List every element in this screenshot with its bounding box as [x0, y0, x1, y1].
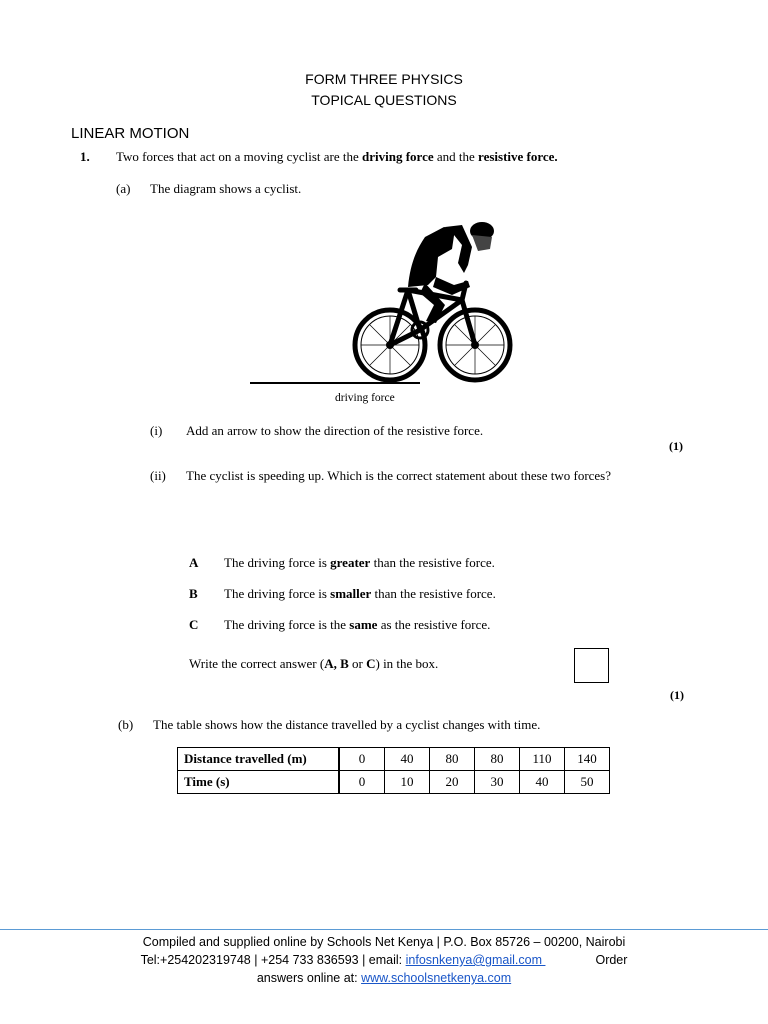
table-cell: 110	[520, 748, 565, 771]
footer-line1: Compiled and supplied online by Schools Net Kenya | P.O. Box 85726 – 00200, Nairobi	[142, 935, 626, 949]
question-number: 1.	[80, 149, 90, 164]
option-a-letter: A	[189, 555, 199, 570]
table-cell: 140	[565, 748, 610, 771]
sub-ii-label: (ii)	[150, 468, 166, 483]
footer-email-link[interactable]: infosnkenya@gmail.com	[405, 953, 546, 967]
option-c-text	[224, 617, 490, 633]
option-c-post: as the resistive force.	[377, 617, 491, 632]
option-b-letter: B	[189, 586, 198, 601]
footer-website-link[interactable]: www.schoolsnetkenya.com	[361, 971, 512, 985]
write-mid: or	[348, 656, 367, 671]
write-answer-instruction	[189, 656, 438, 672]
table-cell: 40	[520, 771, 565, 794]
table-cell: 10	[385, 771, 430, 794]
option-a-text	[224, 555, 495, 571]
part-a-text: The diagram shows a cyclist.	[150, 181, 302, 196]
option-a-post: than the resistive force.	[370, 555, 495, 570]
sub-ii-mark: (1)	[670, 688, 684, 702]
option-b-bold: smaller	[330, 586, 372, 601]
table-cell: 80	[430, 748, 475, 771]
option-a-bold: greater	[330, 555, 371, 570]
option-b-text	[224, 586, 496, 602]
table-cell: 30	[475, 771, 520, 794]
write-bold-c: C	[366, 656, 376, 671]
intro-text-a: Two forces that act on a moving cyclist are the	[116, 149, 363, 164]
driving-force-label: driving force	[335, 392, 395, 404]
sub-i-mark: (1)	[669, 439, 683, 453]
option-c-letter: C	[189, 617, 199, 632]
sub-ii-text: The cyclist is speeding up. Which is the correct statement about these two forces?	[186, 468, 612, 483]
intro-bold-driving: driving force	[362, 149, 434, 164]
footer-line2	[0, 953, 768, 967]
part-b-label: (b)	[118, 717, 134, 732]
part-b-text: The table shows how the distance travelled by a cyclist changes with time.	[153, 717, 541, 732]
footer-answers-text: answers online at:	[256, 971, 362, 985]
doc-title-line2: TOPICAL QUESTIONS	[311, 92, 457, 108]
doc-title-line1: FORM THREE PHYSICS	[305, 71, 463, 87]
table-row-time	[178, 771, 610, 794]
footer-divider	[0, 929, 768, 930]
option-b-post: than the resistive force.	[371, 586, 496, 601]
distance-time-table	[177, 747, 610, 794]
cyclist-diagram	[240, 205, 530, 395]
table-row-distance	[178, 748, 610, 771]
footer-order-text: Order	[595, 953, 628, 967]
answer-box[interactable]	[574, 648, 609, 683]
sub-i-text: Add an arrow to show the direction of the resistive force.	[186, 423, 484, 438]
driving-force-arrow	[250, 382, 420, 384]
footer-contact: Tel:+254202319748 | +254 733 836593 | email:	[140, 953, 406, 967]
table-cell: 40	[385, 748, 430, 771]
option-a-pre: The driving force is	[224, 555, 331, 570]
write-pre: Write the correct answer (	[189, 656, 325, 671]
table-cell: 0	[339, 748, 385, 771]
table-cell: 20	[430, 771, 475, 794]
table-cell: 50	[565, 771, 610, 794]
intro-text-b: and the	[433, 149, 479, 164]
section-title: LINEAR MOTION	[71, 125, 190, 142]
footer-line3	[0, 971, 768, 985]
part-a-label: (a)	[116, 181, 131, 196]
table-cell: 0	[339, 771, 385, 794]
intro-bold-resistive: resistive force.	[478, 149, 558, 164]
question-intro	[116, 149, 558, 165]
sub-i-label: (i)	[150, 423, 163, 438]
option-c-pre: The driving force is the	[224, 617, 350, 632]
write-post: ) in the box.	[375, 656, 439, 671]
row-head-distance: Distance travelled (m)	[178, 748, 340, 771]
table-cell: 80	[475, 748, 520, 771]
option-c-bold: same	[349, 617, 378, 632]
row-head-time: Time (s)	[178, 771, 340, 794]
option-b-pre: The driving force is	[224, 586, 331, 601]
write-bold-ab: A, B	[324, 656, 349, 671]
